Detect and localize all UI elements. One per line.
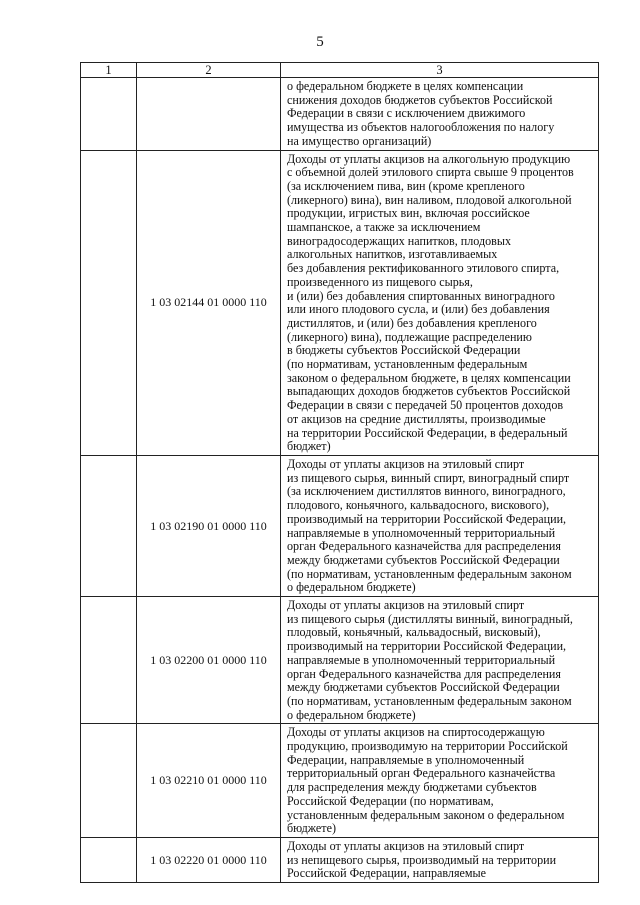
description-line: бюджете) — [287, 821, 336, 836]
description-line: орган Федерального казначейства для распределения — [287, 539, 561, 554]
revenue-code-cell: 1 03 02200 01 0000 110 — [137, 597, 281, 724]
description-line: (по нормативам, установленным федеральным законом — [287, 693, 572, 708]
table-row — [81, 724, 599, 838]
revenue-description-cell — [281, 78, 599, 151]
description-line: и (или) без добавления спиртованных виноградного — [287, 288, 555, 303]
description-line: плодовый, коньячный, кальвадосный, висковый), — [287, 625, 541, 640]
description-line: территориальный орган Федерального казначейства — [287, 766, 556, 781]
description-line: производимый на территории Российской Федерации, — [287, 639, 567, 654]
description-line: снижения доходов бюджетов субъектов Российской — [287, 92, 553, 107]
description-line: алкогольных напитков, изготавливаемых — [287, 247, 498, 262]
row-number-cell — [81, 724, 137, 838]
row-number-cell — [81, 150, 137, 455]
description-line: о федеральном бюджете) — [287, 707, 416, 722]
description-line: между бюджетами субъектов Российской Федерации — [287, 680, 560, 695]
description-line: без добавления ректификованного этилового спирта, — [287, 261, 560, 276]
description-line: Федерации в связи с исключением движимого — [287, 106, 526, 121]
row-number-cell — [81, 837, 137, 882]
description-line: о федеральном бюджете) — [287, 580, 416, 595]
description-line: произведенного из пищевого сырья, — [287, 274, 473, 289]
description-line: Доходы от уплаты акцизов на этиловый спирт — [287, 598, 525, 613]
row-number-cell — [81, 455, 137, 596]
column-header-3: 3 — [281, 63, 599, 78]
revenue-code-cell: 1 03 02210 01 0000 110 — [137, 724, 281, 838]
description-line: Российской Федерации, направляемые — [287, 866, 487, 881]
description-line: из непищевого сырья, производимый на территории — [287, 852, 557, 867]
description-line: выпадающих доходов бюджетов субъектов Российской — [287, 384, 571, 399]
table-row — [81, 78, 599, 151]
description-line: или иного плодового сусла, и (или) без добавления — [287, 302, 550, 317]
description-line: между бюджетами субъектов Российской Федерации — [287, 552, 560, 567]
description-line: (ликерного) вина), вин наливом, плодовой алкогольной — [287, 192, 572, 207]
row-number-cell — [81, 78, 137, 151]
column-header-2: 2 — [137, 63, 281, 78]
description-line: Доходы от уплаты акцизов на алкогольную продукцию — [287, 151, 571, 166]
revenue-description-cell — [281, 837, 599, 882]
page-number: 5 — [316, 34, 324, 50]
description-line: Федерации в связи с передачей 50 процентов доходов — [287, 398, 564, 413]
description-line: имущества из объектов налогообложения по налогу — [287, 120, 555, 135]
description-line: Доходы от уплаты акцизов на этиловый спирт — [287, 456, 525, 471]
description-line: на имущество организаций) — [287, 133, 432, 148]
description-line: плодового, коньячного, кальвадосного, вискового), — [287, 498, 550, 513]
description-line: (за исключением пива, вин (кроме крепленого — [287, 178, 525, 193]
description-line: о федеральном бюджете в целях компенсации — [287, 79, 524, 93]
description-line: орган Федерального казначейства для распределения — [287, 666, 561, 681]
revenue-description-cell — [281, 150, 599, 455]
description-line: шампанское, а также за исключением — [287, 220, 481, 235]
description-line: (по нормативам, установленным федеральным — [287, 357, 528, 372]
description-line: от акцизов на средние дистилляты, производимые — [287, 411, 546, 426]
table-row — [81, 150, 599, 455]
revenue-code-cell: 1 03 02144 01 0000 110 — [137, 150, 281, 455]
table-row — [81, 837, 599, 882]
description-line: дистиллятов, и (или) без добавления крепленого — [287, 315, 537, 330]
description-line: на территории Российской Федерации, в федеральный — [287, 425, 568, 440]
description-line: производимый на территории Российской Федерации, — [287, 511, 567, 526]
description-line: направляемые в уполномоченный территориальный — [287, 525, 556, 540]
description-line: Российской Федерации (по нормативам, — [287, 793, 494, 808]
description-line: из пищевого сырья (дистилляты винный, виноградный, — [287, 611, 573, 626]
description-line: Доходы от уплаты акцизов на этиловый спирт — [287, 838, 525, 853]
description-line: продукцию, производимую на территории Российской — [287, 739, 568, 754]
description-line: для распределения между бюджетами субъектов — [287, 780, 537, 795]
description-line: виноградосодержащих напитков, плодовых — [287, 233, 512, 248]
description-line: направляемые в уполномоченный территориальный — [287, 652, 556, 667]
table-row — [81, 455, 599, 596]
table-row — [81, 597, 599, 724]
description-line: бюджет) — [287, 439, 331, 454]
revenue-code-cell: 1 03 02190 01 0000 110 — [137, 455, 281, 596]
description-line: (по нормативам, установленным федеральным законом — [287, 566, 572, 581]
revenue-codes-table — [80, 62, 599, 883]
description-line: законом о федеральном бюджете, в целях компенсации — [287, 370, 571, 385]
description-line: с объемной долей этилового спирта свыше 9 процентов — [287, 165, 574, 180]
description-line: (ликерного) вина), подлежащие распределению — [287, 329, 532, 344]
revenue-description-cell — [281, 597, 599, 724]
description-line: Федерации, направляемые в уполномоченный — [287, 752, 525, 767]
revenue-description-cell — [281, 455, 599, 596]
description-line: продукции, игристых вин, включая российское — [287, 206, 530, 221]
revenue-description-cell — [281, 724, 599, 838]
description-line: установленным федеральным законом о федеральном — [287, 807, 565, 822]
revenue-code-cell — [137, 78, 281, 151]
description-line: Доходы от уплаты акцизов на спиртосодержащую — [287, 725, 545, 740]
table-header-row — [81, 63, 599, 78]
revenue-code-cell: 1 03 02220 01 0000 110 — [137, 837, 281, 882]
column-header-1: 1 — [81, 63, 137, 78]
row-number-cell — [81, 597, 137, 724]
description-line: из пищевого сырья, винный спирт, виноградный спирт — [287, 470, 570, 485]
description-line: (за исключением дистиллятов винного, виноградного, — [287, 484, 566, 499]
description-line: в бюджеты субъектов Российской Федерации — [287, 343, 521, 358]
